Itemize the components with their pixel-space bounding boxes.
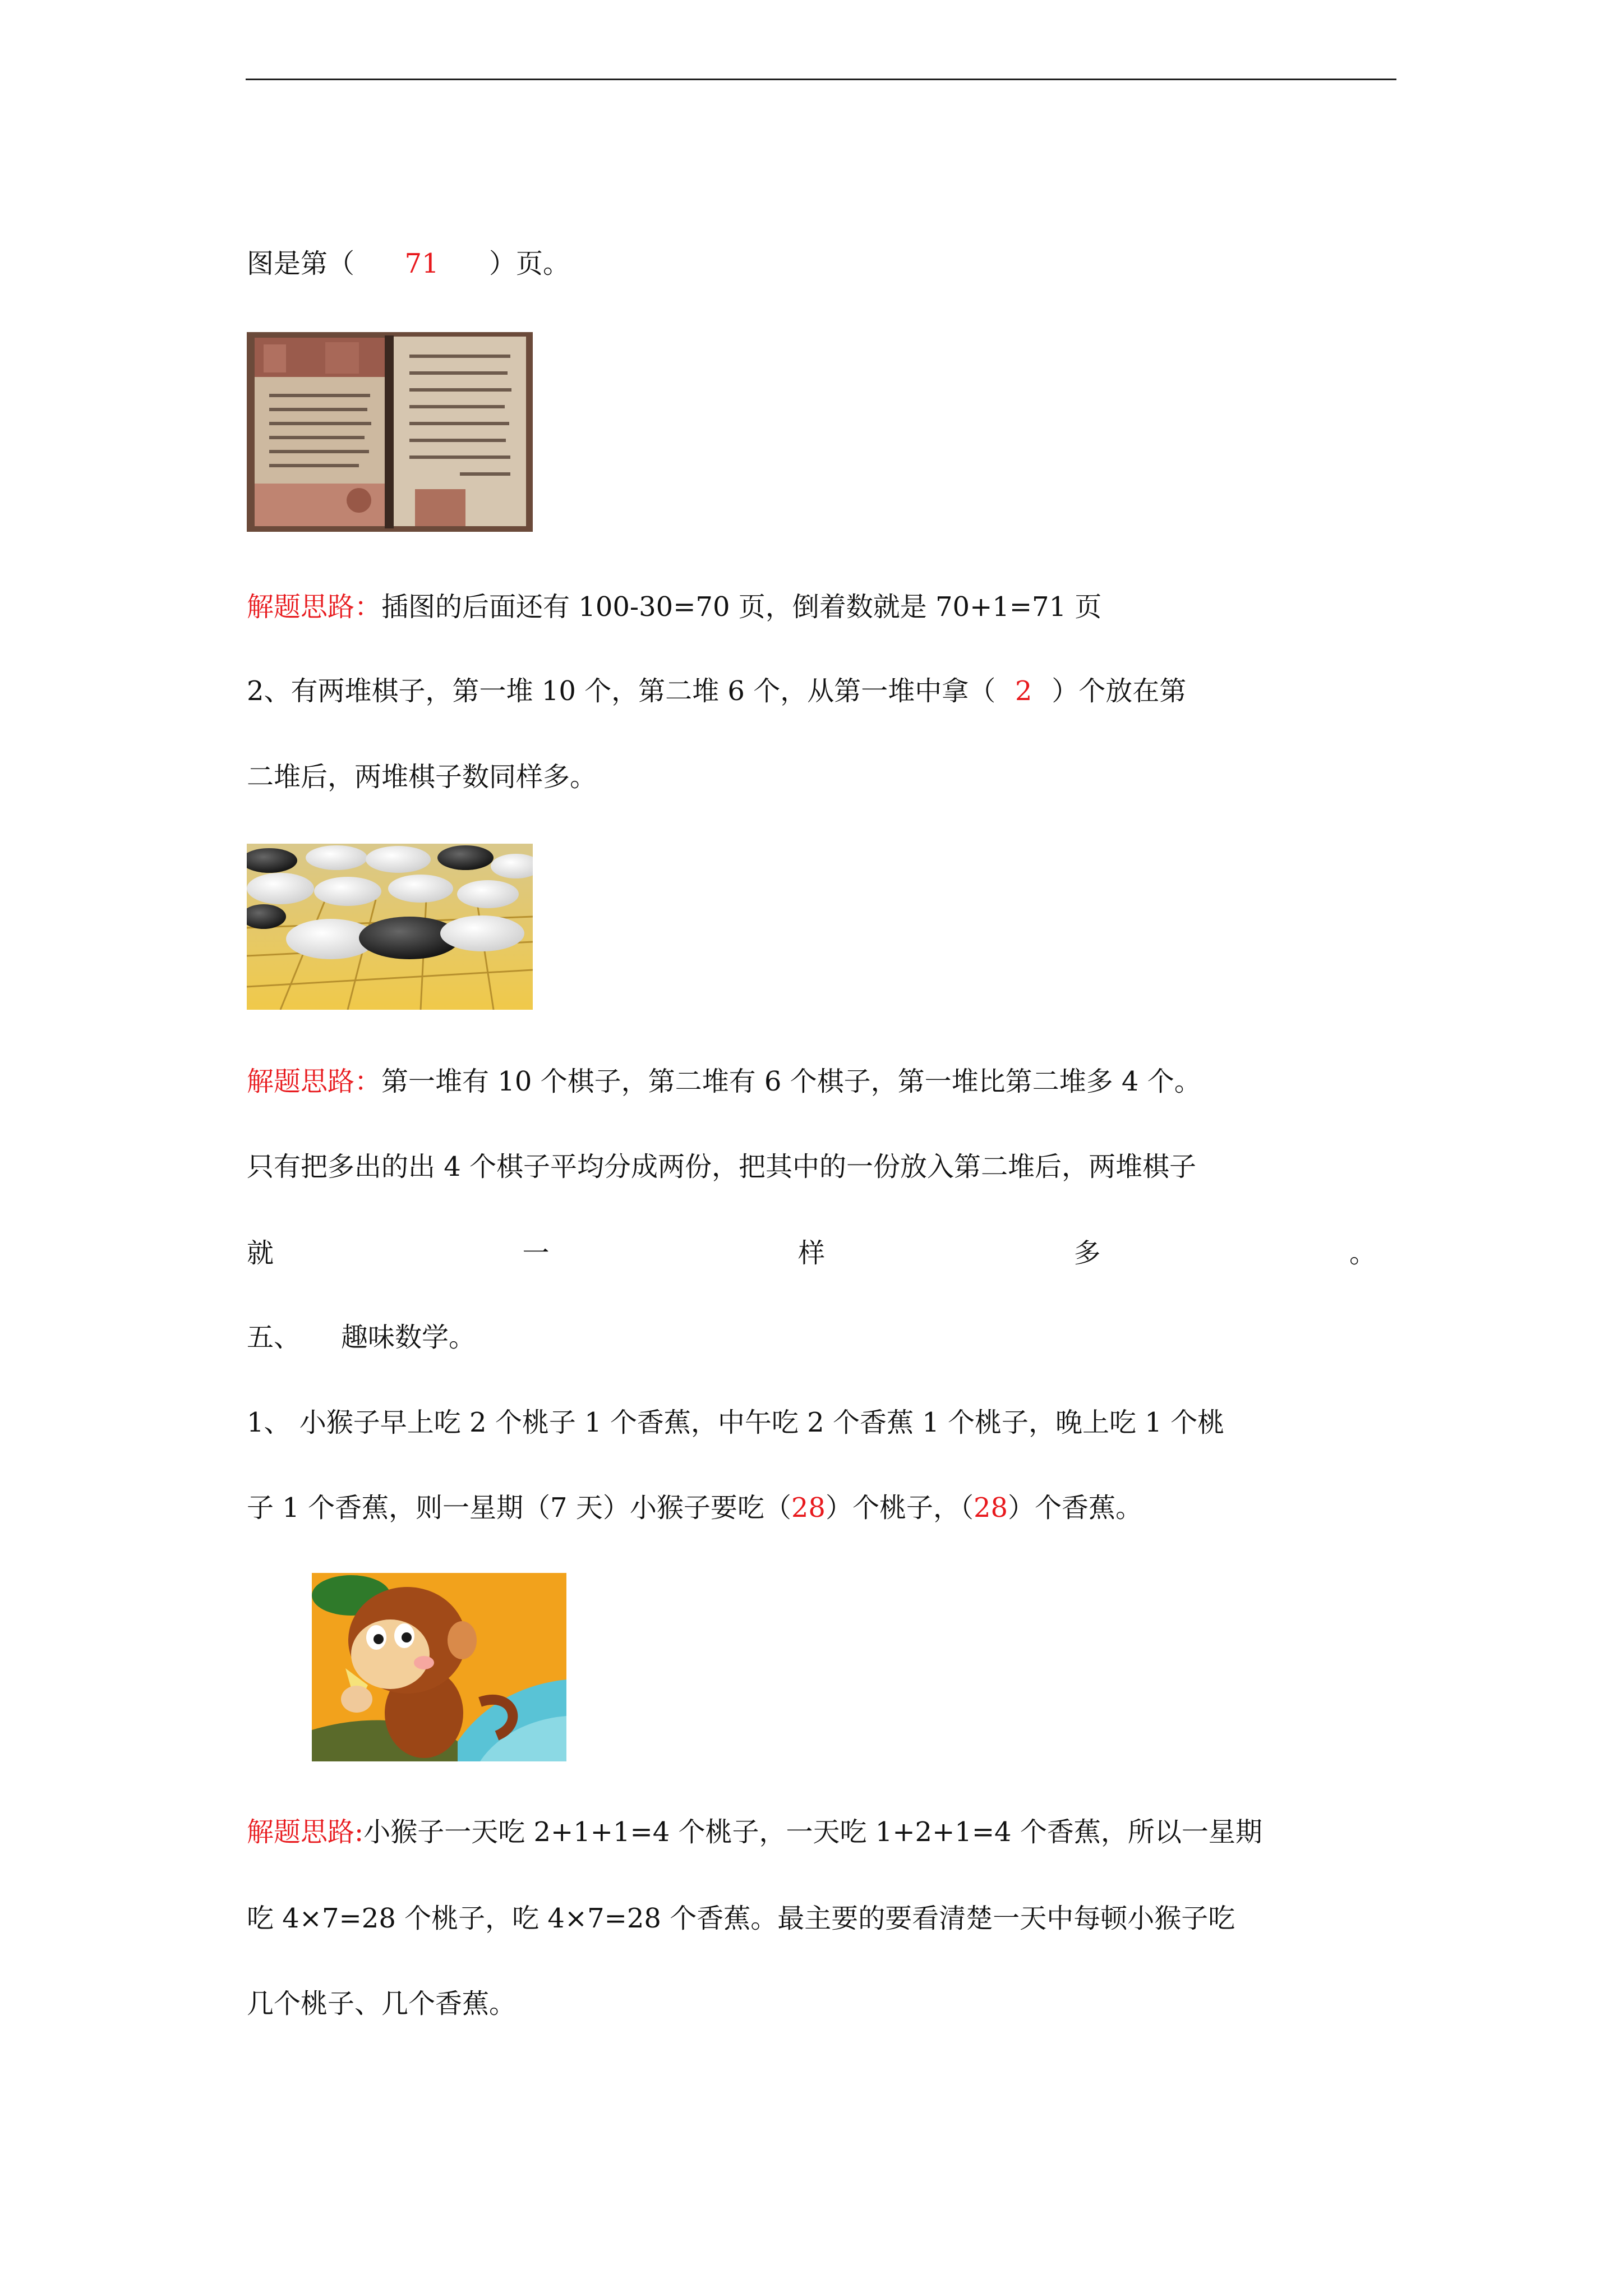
monkey-illustration <box>312 1573 566 1761</box>
q3-line1: 1、 小猴子早上吃 2 个桃子 1 个香蕉，中午吃 2 个香蕉 1 个桃子，晚上吃 1 个桃 <box>247 1407 1225 1438</box>
q2-hint-line3: 就 一 样 多 。 <box>247 1237 1376 1269</box>
q3-hint-line2: 吃 4×7=28 个桃子，吃 4×7=28 个香蕉。最主要的要看清楚一天中每顿小猴子吃 <box>247 1903 1235 1934</box>
section-five-heading: 五、 趣味数学。 <box>247 1322 476 1353</box>
q3-line2: 子 1 个香蕉，则一星期（7 天）小猴子要吃（28）个桃子，（28）个香蕉。 <box>247 1492 1143 1524</box>
q3-answer-peaches: 28 <box>791 1492 826 1524</box>
q2-hint-line2: 只有把多出的出 4 个棋子平均分成两份，把其中的一份放入第二堆后，两堆棋子 <box>247 1151 1197 1182</box>
go-board-photo <box>247 844 533 1010</box>
header-rule <box>246 79 1396 80</box>
q2-line2: 二堆后，两堆棋子数同样多。 <box>247 761 597 793</box>
q2-hint-line1: 解题思路：第一堆有 10 个棋子，第二堆有 6 个棋子，第一堆比第二堆多 4 个。 <box>247 1066 1201 1097</box>
q2-line1: 2、有两堆棋子，第一堆 10 个，第二堆 6 个，从第一堆中拿（ 2 ）个放在第 <box>247 675 1187 707</box>
q3-hint-line3: 几个桃子、几个香蕉。 <box>247 1988 517 2019</box>
q2-answer: 2 <box>1015 675 1032 707</box>
book-photo <box>247 332 533 532</box>
q1-answer: 71 <box>404 248 439 279</box>
q1-hint: 解题思路：插图的后面还有 100-30=70 页，倒着数就是 70+1=71 页 <box>247 591 1102 623</box>
q3-hint-line1: 解题思路:小猴子一天吃 2+1+1=4 个桃子，一天吃 1+2+1=4 个香蕉，所以一星期 <box>247 1816 1262 1848</box>
q1-line: 图是第（ 71 ）页。 <box>247 248 570 279</box>
q3-answer-bananas: 28 <box>973 1492 1008 1524</box>
